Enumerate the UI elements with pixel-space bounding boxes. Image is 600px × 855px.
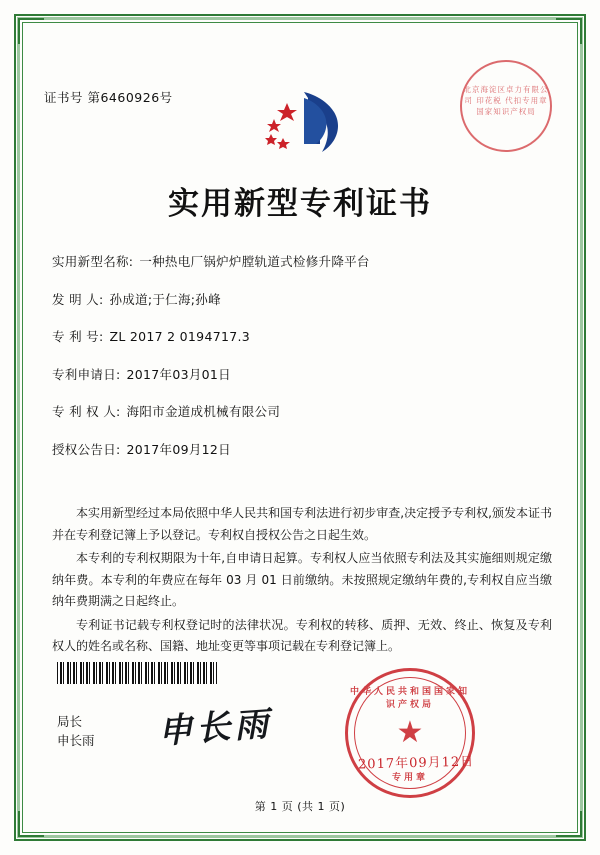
field-label-application-date: 专利申请日: bbox=[52, 366, 121, 382]
field-row bbox=[52, 252, 552, 270]
paragraph-3: 专利证书记载专利权登记时的法律状况。专利权的转移、质押、无效、终止、恢复及专利权人的姓名或名称、国籍、地址变更等事项记载在专利登记簿上。 bbox=[52, 617, 552, 653]
certificate-number: 证书号 第6460926号 bbox=[44, 90, 173, 105]
seal-date-stamp: 2017年09月12日 bbox=[357, 754, 475, 773]
corner-ornament-bottom-left bbox=[18, 811, 44, 837]
corner-ornament-top-left bbox=[18, 18, 44, 44]
field-value-inventors: 孙成道;于仁海;孙峰 bbox=[109, 291, 221, 307]
page-footer: 第 1 页 (共 1 页) bbox=[254, 800, 346, 813]
barcode bbox=[57, 662, 217, 684]
legal-body-text bbox=[52, 503, 552, 660]
field-row bbox=[52, 402, 552, 420]
field-label-patent-number: 专 利 号: bbox=[52, 329, 104, 344]
seal-star-icon: ★ bbox=[396, 715, 424, 750]
corner-ornament-top-right bbox=[556, 18, 582, 44]
field-row bbox=[52, 327, 552, 345]
field-row bbox=[52, 290, 552, 308]
seal-bottom-text: 专用章 bbox=[391, 773, 428, 783]
field-value-patentee: 海阳市金道成机械有限公司 bbox=[126, 404, 281, 419]
field-list bbox=[52, 252, 552, 477]
field-row bbox=[52, 440, 552, 458]
field-label-utility-model-name: 实用新型名称: bbox=[52, 254, 134, 269]
field-value-application-date: 2017年03月01日 bbox=[126, 366, 231, 382]
field-label-grant-date: 授权公告日: bbox=[52, 441, 121, 457]
field-value-grant-date: 2017年09月12日 bbox=[126, 441, 231, 457]
corner-ornament-bottom-right bbox=[556, 811, 582, 837]
page-title: 实用新型专利证书 bbox=[168, 186, 432, 222]
corner-red-seal: 北京海淀区卓力有限公司 印花税 代扣专用章 国家知识产权局 bbox=[460, 60, 552, 152]
paragraph-2: 本专利的专利权期限为十年,自申请日起算。专利权人应当依照专利法及其实施细则规定缴纳年费。本专利的年费应在每年 03 月 01 日前缴纳。未按照规定缴纳年费的,专利权自应当缴纳年费期满之日起终止。 bbox=[52, 551, 552, 608]
field-row bbox=[52, 365, 552, 383]
director-title-label: 局长 bbox=[57, 714, 83, 729]
handwritten-signature: 申长雨 bbox=[156, 704, 274, 752]
official-red-seal bbox=[345, 668, 475, 798]
director-name-label: 申长雨 bbox=[57, 733, 95, 748]
field-label-patentee: 专 利 权 人: bbox=[52, 404, 121, 419]
signature-block bbox=[57, 712, 95, 750]
seal-top-text: 中华人民共和国国家知识产权局 bbox=[349, 687, 470, 710]
patent-office-logo-icon bbox=[238, 86, 364, 160]
field-value-patent-number: ZL 2017 2 0194717.3 bbox=[109, 329, 250, 344]
field-value-utility-model-name: 一种热电厂锅炉炉膛轨道式检修升降平台 bbox=[139, 254, 370, 269]
paragraph-1: 本实用新型经过本局依照中华人民共和国专利法进行初步审查,决定授予专利权,颁发本证书并在专利登记簿上予以登记。专利权自授权公告之日起生效。 bbox=[52, 506, 552, 542]
field-label-inventors: 发 明 人: bbox=[52, 291, 104, 307]
